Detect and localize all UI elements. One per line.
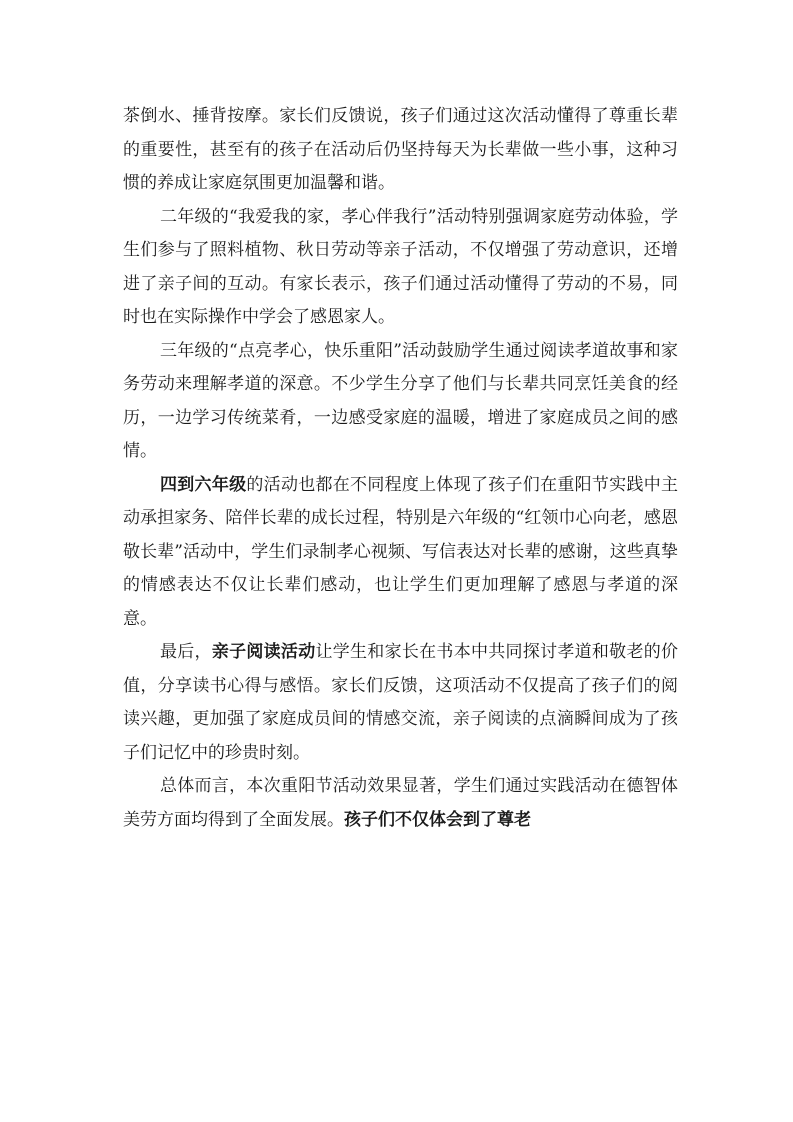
paragraph-2 <box>123 201 678 335</box>
text-segment: 总体而言，本次重阳节活动效果显著，学生们通过实践活动在德智体美劳方面均得到了全面发展。 <box>123 776 678 830</box>
text-segment: 的活动也都在不同程度上体现了孩子们在重阳节实践中主动承担家务、陪伴长辈的成长过程，特别是六年级的“红领巾心向老，感恩敬长辈”活动中，学生们录制孝心视频、写信表达对长辈的感谢，这些真挚的情感表达不仅让长辈们感动，也让学生们更加理解了感恩与孝道的深意。 <box>123 474 679 629</box>
text-segment: 让学生和家长在书本中共同探讨孝道和敬老的价值，分享读书心得与感悟。家长们反馈，这项活动不仅提高了孩子们的阅读兴趣，更加强了家庭成员间的情感交流，亲子阅读的点滴瞬间成为了孩子们记忆中的珍贵时刻。 <box>123 642 679 763</box>
text-segment: 茶倒水、捶背按摩。家长们反馈说，孩子们通过这次活动懂得了尊重长辈的重要性，甚至有的孩子在活动后仍坚持每天为长辈做一些小事，这种习惯的养成让家庭氛围更加温馨和谐。 <box>123 106 678 193</box>
text-segment: 三年级的“点亮孝心，快乐重阳”活动鼓励学生通过阅读孝道故事和家务劳动来理解孝道的深意。不少学生分享了他们与长辈共同烹饪美食的经历，一边学习传统菜肴，一边感受家庭的温暖，增进了家庭成员之间的感情。 <box>123 340 678 461</box>
paragraph-3 <box>123 335 678 469</box>
paragraph-5 <box>123 636 678 770</box>
paragraph-1 <box>123 100 678 201</box>
bold-text-segment: 四到六年级 <box>160 474 247 495</box>
bold-text-segment: 亲子阅读活动 <box>211 642 316 662</box>
text-segment: 最后， <box>160 642 212 662</box>
paragraph-6 <box>123 770 678 837</box>
text-segment: 二年级的“我爱我的家，孝心伴我行”活动特别强调家庭劳动体验，学生们参与了照料植物、秋日劳动等亲子活动，不仅增强了劳动意识，还增进了亲子间的互动。有家长表示，孩子们通过活动懂得了劳动的不易，同时也在实际操作中学会了感恩家人。 <box>123 206 678 327</box>
bold-text-segment: 孩子们不仅体会到了尊老 <box>344 809 531 830</box>
paragraph-4 <box>123 469 678 637</box>
document-body <box>123 100 678 837</box>
